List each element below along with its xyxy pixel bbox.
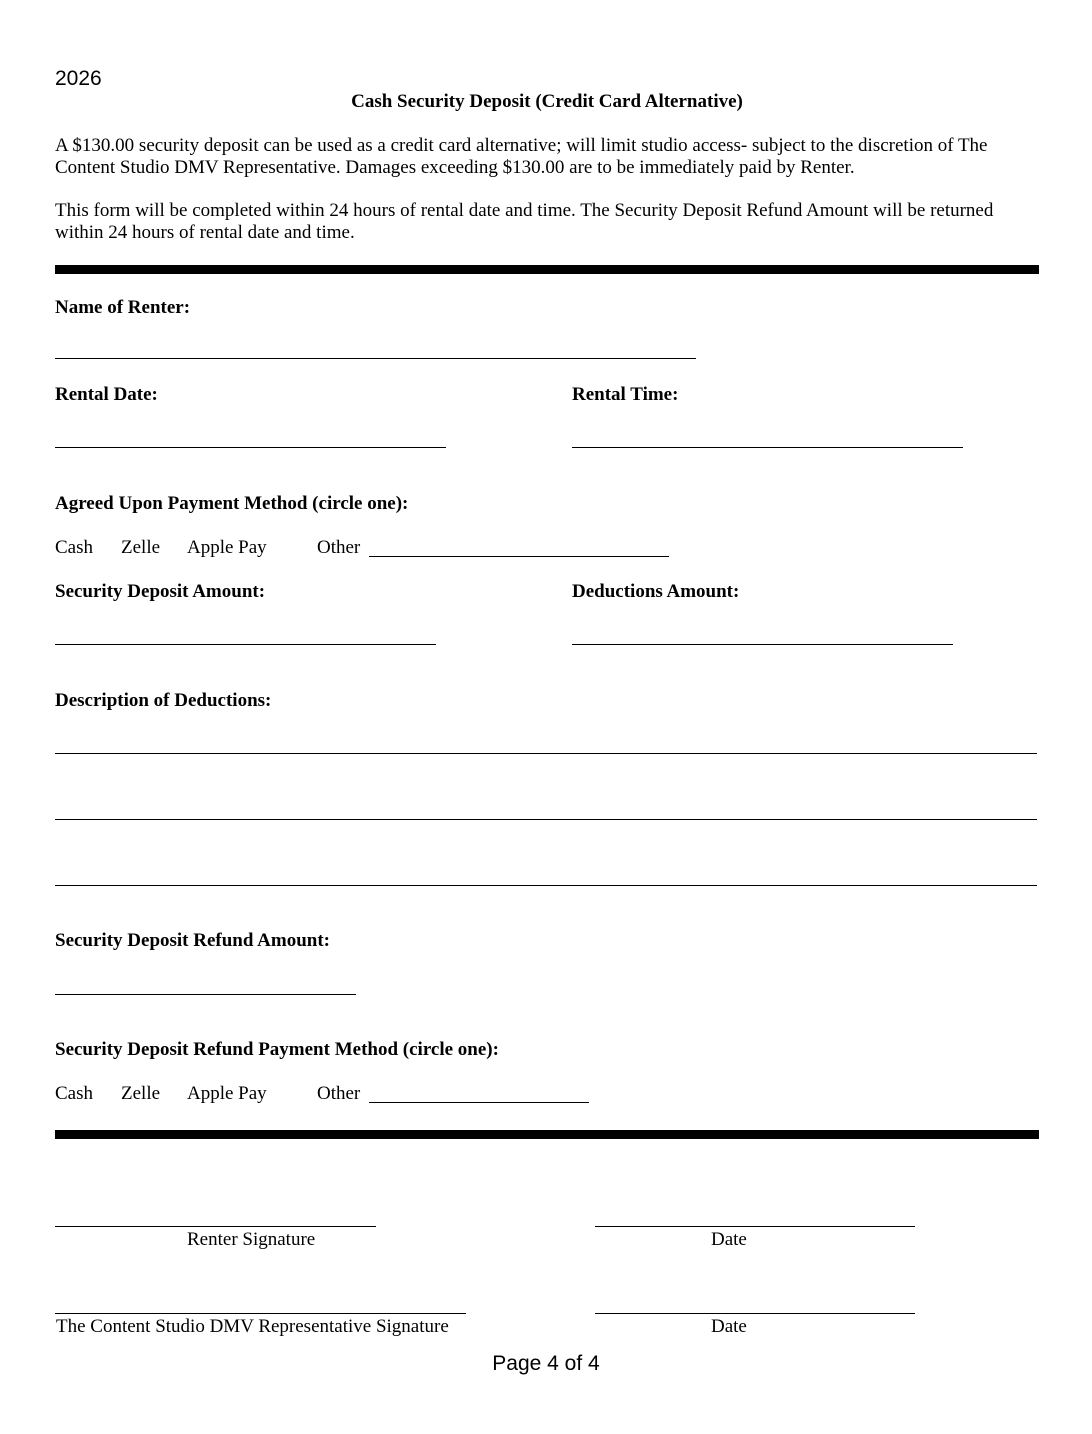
representative-signature-date-field[interactable] (595, 1313, 915, 1314)
rental-time-field[interactable] (572, 447, 963, 448)
refund-amount-label: Security Deposit Refund Amount: (55, 930, 330, 951)
renter-name-label: Name of Renter: (55, 297, 191, 318)
refund-amount-field[interactable] (55, 994, 356, 995)
page-indicator: Page 4 of 4 (492, 1352, 600, 1375)
rental-time-label: Rental Time: (572, 384, 679, 405)
payment-option-zelle[interactable]: Zelle (121, 537, 161, 558)
representative-signature-field[interactable] (55, 1313, 466, 1314)
rental-date-label: Rental Date: (55, 384, 158, 405)
renter-signature-date-field[interactable] (595, 1226, 915, 1227)
deductions-amount-field[interactable] (572, 644, 953, 645)
top-divider (55, 265, 1039, 274)
intro-paragraph-1: A $130.00 security deposit can be used as a credit card alternative; will limit studio access- subject to the discretion of The Content Studio DMV Representative. Damages exceeding $130.00 are to be immediately paid by Renter. (55, 135, 988, 178)
refund-other-field[interactable] (369, 1102, 589, 1103)
deposit-amount-label: Security Deposit Amount: (55, 581, 266, 602)
rental-date-field[interactable] (55, 447, 446, 448)
representative-signature-date-caption: Date (711, 1316, 747, 1337)
deductions-amount-label: Deductions Amount: (572, 581, 740, 602)
refund-option-other[interactable]: Other (317, 1083, 361, 1104)
intro-paragraph-2: This form will be completed within 24 hours of rental date and time. The Security Deposit Refund Amount will be returned within 24 hours of rental date and time. (55, 200, 994, 243)
year-label: 2026 (55, 67, 102, 90)
refund-option-apple-pay[interactable]: Apple Pay (187, 1083, 267, 1104)
page-title: Cash Security Deposit (Credit Card Alternative) (351, 91, 743, 112)
representative-signature-caption: The Content Studio DMV Representative Signature (56, 1316, 449, 1337)
deductions-description-label: Description of Deductions: (55, 690, 272, 711)
deductions-description-line-1[interactable] (55, 753, 1037, 754)
renter-signature-field[interactable] (55, 1226, 376, 1227)
deductions-description-line-3[interactable] (55, 885, 1037, 886)
renter-signature-date-caption: Date (711, 1229, 747, 1250)
refund-method-label: Security Deposit Refund Payment Method (circle one): (55, 1039, 499, 1060)
deposit-amount-field[interactable] (55, 644, 436, 645)
renter-name-field[interactable] (55, 358, 696, 359)
refund-option-cash[interactable]: Cash (55, 1083, 93, 1104)
bottom-divider (55, 1130, 1039, 1139)
payment-option-apple-pay[interactable]: Apple Pay (187, 537, 267, 558)
payment-option-other[interactable]: Other (317, 537, 361, 558)
refund-option-zelle[interactable]: Zelle (121, 1083, 161, 1104)
payment-method-label: Agreed Upon Payment Method (circle one): (55, 493, 409, 514)
deductions-description-line-2[interactable] (55, 819, 1037, 820)
payment-other-field[interactable] (369, 556, 669, 557)
payment-option-cash[interactable]: Cash (55, 537, 93, 558)
renter-signature-caption: Renter Signature (187, 1229, 316, 1250)
